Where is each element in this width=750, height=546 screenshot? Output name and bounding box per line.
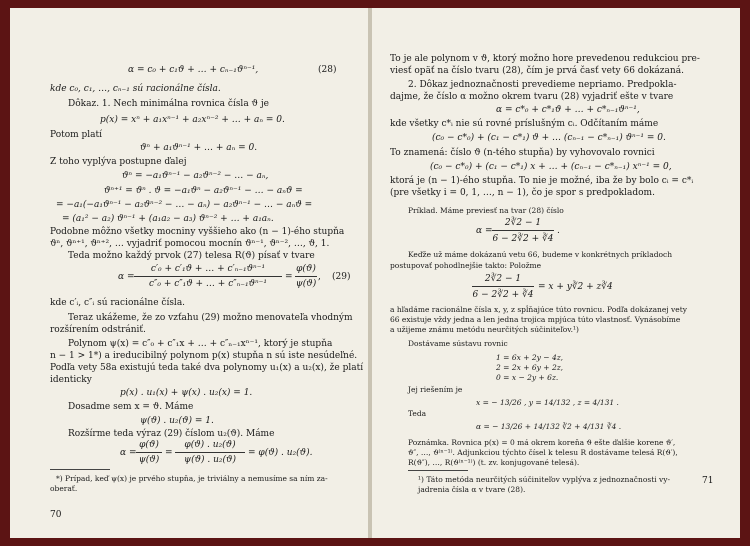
footnote: jadrenia čísla α v tvare (28).	[418, 485, 526, 494]
text-line: To znamená: číslo ϑ (n-tého stupňa) by vyhovovalo rovnici	[390, 148, 655, 158]
equation-line: 1 = 6x + 2y − 4z,	[496, 353, 564, 362]
equals-sign: =	[285, 272, 293, 282]
formula-28: α = c₀ + c₁ϑ + … + cₙ₋₁ϑⁿ⁻¹,	[128, 65, 259, 75]
text-line: Podobne môžno všetky mocniny vyššieho ako (n − 1)-ého stupňa	[50, 227, 345, 237]
fraction-bar	[492, 230, 554, 231]
text-line: ϑⁿ, ϑⁿ⁺¹, ϑⁿ⁺², … vyjadriť pomocou mocnín ϑⁿ⁻¹, ϑⁿ⁻², …, ϑ, 1.	[50, 239, 330, 249]
formula-line: ϑⁿ + a₁ϑⁿ⁻¹ + … + aₙ = 0.	[140, 143, 258, 153]
formula-29-psi: ψ(ϑ)	[295, 279, 317, 289]
text-line: 66 existuje vždy jedna a len jedna trojica mpjúca túto vlastnosť. Vynásobíme	[390, 315, 681, 324]
text-line: Potom platí	[50, 130, 103, 140]
text-line: kde všetky c*ᵢ nie sú rovné príslušným cᵢ. Odčítaním máme	[390, 119, 659, 129]
text-line: Rozšírme teda výraz (29) číslom u₂(ϑ). Máme	[68, 429, 275, 439]
fraction-denominator: 6 − 2∛2 + ∛4	[492, 234, 554, 244]
fraction-numerator: φ(ϑ) . u₂(ϑ)	[184, 440, 236, 450]
formula-line: = (a₁² − a₂) ϑⁿ⁻¹ + (a₁a₂ − a₃) ϑⁿ⁻² + … + a₁aₙ.	[62, 214, 274, 224]
formula-lhs: α =	[120, 448, 137, 458]
formula-tail: = φ(ϑ) . u₂(ϑ).	[248, 448, 313, 458]
page-number: 71	[702, 476, 714, 486]
text-line: Z toho vyplýva postupne ďalej	[50, 157, 187, 167]
text-line: kde c′ᵢ, c″ᵢ sú racionálne čísla.	[50, 298, 186, 308]
right-page	[372, 8, 740, 538]
equals-sign: =	[165, 448, 173, 458]
fraction-denominator: 6 − 2∛2 + ∛4	[472, 290, 534, 300]
result-line: α = − 13/26 + 14/132 ∛2 + 4/131 ∛4 .	[476, 422, 622, 431]
footnote: *) Prípad, keď ψ(x) je prvého stupňa, je triviálny a nemusíme sa ním za-	[56, 474, 328, 483]
formula-line: (c₀ − c*₀) + (c₁ − c*₁) x + … + (cₙ₋₁ − c*ₙ₋₁) xⁿ⁻¹ = 0,	[430, 162, 672, 172]
formula-29-numerator: c′₀ + c′₁ϑ + … + c′ₙ₋₁ϑⁿ⁻¹	[150, 264, 266, 274]
text-line: Teraz ukážeme, že zo vzťahu (29) možno menovateľa vhodným	[68, 313, 353, 323]
footnote-rule	[50, 469, 110, 470]
fraction-bar	[295, 276, 317, 277]
text-line: viesť opäť na číslo tvaru (28), čím je prvá časť vety 66 dokázaná.	[390, 66, 684, 76]
equation-line: 2 = 2x + 6y + 2z,	[496, 363, 564, 372]
fraction-bar	[175, 452, 245, 453]
formula-line: α = c*₀ + c*₁ϑ + … + c*ₙ₋₁ϑⁿ⁻¹,	[496, 105, 640, 115]
formula-line: ϑⁿ⁺¹ = ϑⁿ . ϑ = −a₁ϑⁿ − a₂ϑⁿ⁻¹ − … − aₙϑ =	[104, 186, 303, 196]
text-line: 2. Dôkaz jednoznačnosti prevedieme nepriamo. Predpoklа-	[408, 80, 677, 90]
text-line: Jej riešením je	[408, 385, 463, 394]
equation-number: (29)	[332, 272, 351, 282]
solution-line: x = − 13/26 , y = 14/132 , z = 4/131 .	[476, 398, 619, 407]
text-line: Keďže už máme dokázanú vetu 66, budeme v konkrétnych príkladoch	[408, 250, 673, 259]
text-line: postupovať pohodlnejšie takto: Položme	[390, 261, 542, 270]
period: .	[557, 226, 560, 236]
formula-lhs: α =	[476, 226, 493, 236]
text-line: a užijeme známu metódu neurčitých súčiniteľov.¹)	[390, 325, 579, 334]
note-line: R(ϑ″), …, R(ϑ⁽ⁿ⁻¹⁾) (t. zv. konjugované telesá).	[408, 458, 580, 467]
equation-line: 0 = x − 2y + 6z.	[496, 373, 559, 382]
example-heading: Príklad. Máme previesť na tvar (28) číslo	[408, 206, 564, 215]
text-line: (pre všetky i = 0, 1, …, n − 1), čo je spor s predpokladom.	[390, 188, 655, 198]
formula-line: p(x) . u₁(x) + ψ(x) . u₂(x) = 1.	[120, 388, 253, 398]
text-line: rozšírením odstrániť.	[50, 325, 146, 335]
text-line: Polynom ψ(x) = c″₀ + c″₁x + … + c″ₙ₋₁xⁿ⁻¹, ktorý je stupňa	[68, 339, 333, 349]
text-line: n − 1 > 1*) a ireducibilný polynom p(x) stupňa n sú iste nesúdeľné.	[50, 351, 358, 361]
formula-29-phi: φ(ϑ)	[296, 264, 316, 274]
text-line: Teda	[408, 409, 427, 418]
text-line: a hľadáme racionálne čísla x, y, z spĺňajúce túto rovnicu. Podľa dokázanej vety	[390, 305, 687, 314]
text-line: Dosadme sem x = ϑ. Máme	[68, 402, 194, 412]
text-line: Podľa vety 58a existujú teda také dva polynomy u₁(x) a u₂(x), že platí	[50, 363, 364, 373]
page-number: 70	[50, 510, 62, 520]
footnote: ¹) Táto metóda neurčitých súčiniteľov vyplýva z jednoznačnosti vy-	[418, 475, 671, 484]
formula-29-denominator: c″₀ + c″₁ϑ + … + c″ₙ₋₁ϑⁿ⁻¹	[148, 279, 268, 289]
fraction-bar	[136, 452, 162, 453]
equation-number: (28)	[318, 65, 337, 75]
formula-line: = −a₁(−a₁ϑⁿ⁻¹ − a₂ϑⁿ⁻² − … − aₙ) − a₂ϑⁿ⁻¹ − … − aₙϑ =	[56, 200, 313, 210]
formula-line: p(x) = xⁿ + a₁xⁿ⁻¹ + a₂xⁿ⁻² + … + aₙ = 0.	[100, 115, 285, 125]
comma: ,	[318, 272, 321, 282]
text-line: Dostávame sústavu rovnic	[408, 339, 508, 348]
formula-line: (c₀ − c*₀) + (c₁ − c*₁) ϑ + … (cₙ₋₁ − c*ₙ₋₁) ϑⁿ⁻¹ = 0.	[432, 133, 666, 143]
proof-heading: Dôkaz. 1. Nech minimálna rovnica čísla ϑ je	[68, 99, 269, 109]
formula-line: ψ(ϑ) . u₂(ϑ) = 1.	[140, 416, 214, 426]
fraction-denominator: ψ(ϑ)	[138, 455, 160, 465]
note-line: Poznámka. Rovnica p(x) = 0 má okrem koreňa ϑ ešte ďalšie korene ϑ′,	[408, 438, 676, 447]
fraction-numerator: 2∛2 − 1	[484, 274, 522, 284]
fraction-denominator: ψ(ϑ) . u₂(ϑ)	[184, 455, 236, 465]
formula-rhs: = x + y∛2 + z∛4	[538, 282, 613, 292]
text-line: identicky	[50, 375, 92, 385]
fraction-numerator: φ(ϑ)	[139, 440, 159, 450]
footnote: oberať.	[50, 484, 78, 493]
text-line: dajme, že číslo α možno okrem tvaru (28) vyjadriť ešte v tvare	[390, 92, 674, 102]
text-line: Teda možno každý prvok (27) telesa R(ϑ) písať v tvare	[68, 251, 315, 261]
formula-29-lhs: α =	[118, 272, 135, 282]
footnote-rule	[408, 470, 468, 471]
fraction-bar	[472, 286, 534, 287]
fraction-bar	[134, 276, 282, 277]
fraction-numerator: 2∛2 − 1	[504, 218, 542, 228]
note-line: ϑ″, …, ϑ⁽ⁿ⁻¹⁾. Adjunkciou týchto čísel k telesu R dostávame telesá R(ϑ′),	[408, 448, 678, 457]
text-line: To je ale polynom v ϑ, ktorý možno hore prevedenou redukciou pre-	[390, 54, 700, 64]
text-line: kde c₀, c₁, …, cₙ₋₁ sú racionálne čísla.	[50, 84, 221, 94]
left-page	[10, 8, 368, 538]
formula-line: ϑⁿ = −a₁ϑⁿ⁻¹ − a₂ϑⁿ⁻² − … − aₙ,	[122, 171, 269, 181]
text-line: ktorá je (n − 1)-ého stupňa. To nie je možné, iba že by bolo cᵢ = c*ᵢ	[390, 176, 694, 186]
